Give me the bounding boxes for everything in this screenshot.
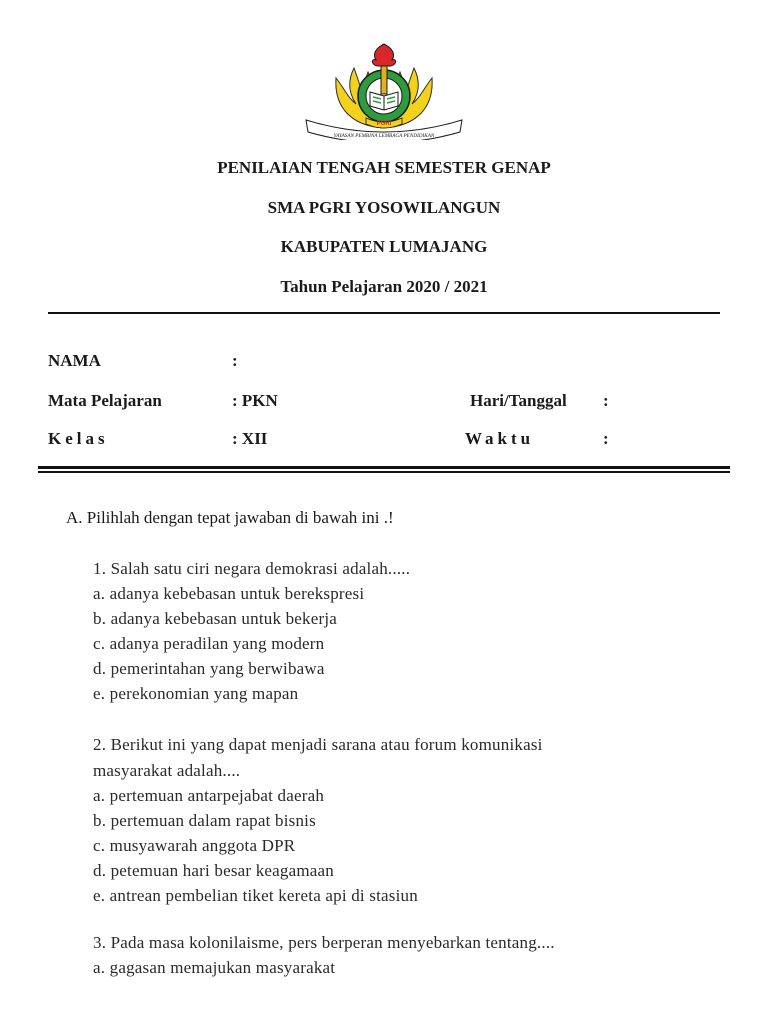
q2-option-e: e. antrean pembelian tiket kereta api di stasiun <box>93 886 418 905</box>
header-divider <box>48 312 720 314</box>
hari-value: : <box>603 391 609 410</box>
kelas-value: : XII <box>232 429 268 448</box>
waktu-label: Waktu <box>465 429 535 448</box>
question-2: 2. Berikut ini yang dapat menjadi sarana atau forum komunikasi <box>93 735 543 754</box>
logo-ring-text: PGRI <box>376 121 392 127</box>
waktu-value: : <box>603 429 609 448</box>
q2-option-a: a. pertemuan antarpejabat daerah <box>93 786 325 805</box>
identity-divider-top <box>38 466 730 469</box>
question-1: 1. Salah satu ciri negara demokrasi adalah..... <box>93 559 411 578</box>
q1-option-c: c. adanya peradilan yang modern <box>93 634 325 653</box>
nama-label: NAMA <box>48 351 101 370</box>
school-name: SMA PGRI YOSOWILANGUN <box>267 198 501 217</box>
regency-name: KABUPATEN LUMAJANG <box>280 237 488 256</box>
nama-value: : <box>232 351 238 370</box>
q1-option-d: d. pemerintahan yang berwibawa <box>93 659 325 678</box>
question-3: 3. Pada masa kolonilaisme, pers berperan menyebarkan tentang.... <box>93 933 555 952</box>
academic-year: Tahun Pelajaran 2020 / 2021 <box>280 277 488 296</box>
kelas-label: Kelas <box>48 429 109 448</box>
q3-option-a: a. gagasan memajukan masyarakat <box>93 958 336 977</box>
mapel-label: Mata Pelajaran <box>48 391 162 410</box>
mapel-value: : PKN <box>232 391 278 410</box>
identity-divider-bottom <box>38 471 730 473</box>
section-instruction: A. Pilihlah dengan tepat jawaban di bawah ini .! <box>66 508 394 527</box>
hari-label: Hari/Tanggal <box>470 391 567 410</box>
q2-option-d: d. petemuan hari besar keagamaan <box>93 861 334 880</box>
pgri-logo <box>304 40 464 140</box>
q1-option-e: e. perekonomian yang mapan <box>93 684 299 703</box>
question-2-continued: masyarakat adalah.... <box>93 761 241 780</box>
logo-ribbon-text: YAYASAN PEMBINA LEMBAGA PENDIDIKAN <box>333 133 435 139</box>
q2-option-c: c. musyawarah anggota DPR <box>93 836 296 855</box>
exam-title: PENILAIAN TENGAH SEMESTER GENAP <box>217 158 551 177</box>
q1-option-b: b. adanya kebebasan untuk bekerja <box>93 609 338 628</box>
q2-option-b: b. pertemuan dalam rapat bisnis <box>93 811 316 830</box>
q1-option-a: a. adanya kebebasan untuk berekspresi <box>93 584 365 603</box>
